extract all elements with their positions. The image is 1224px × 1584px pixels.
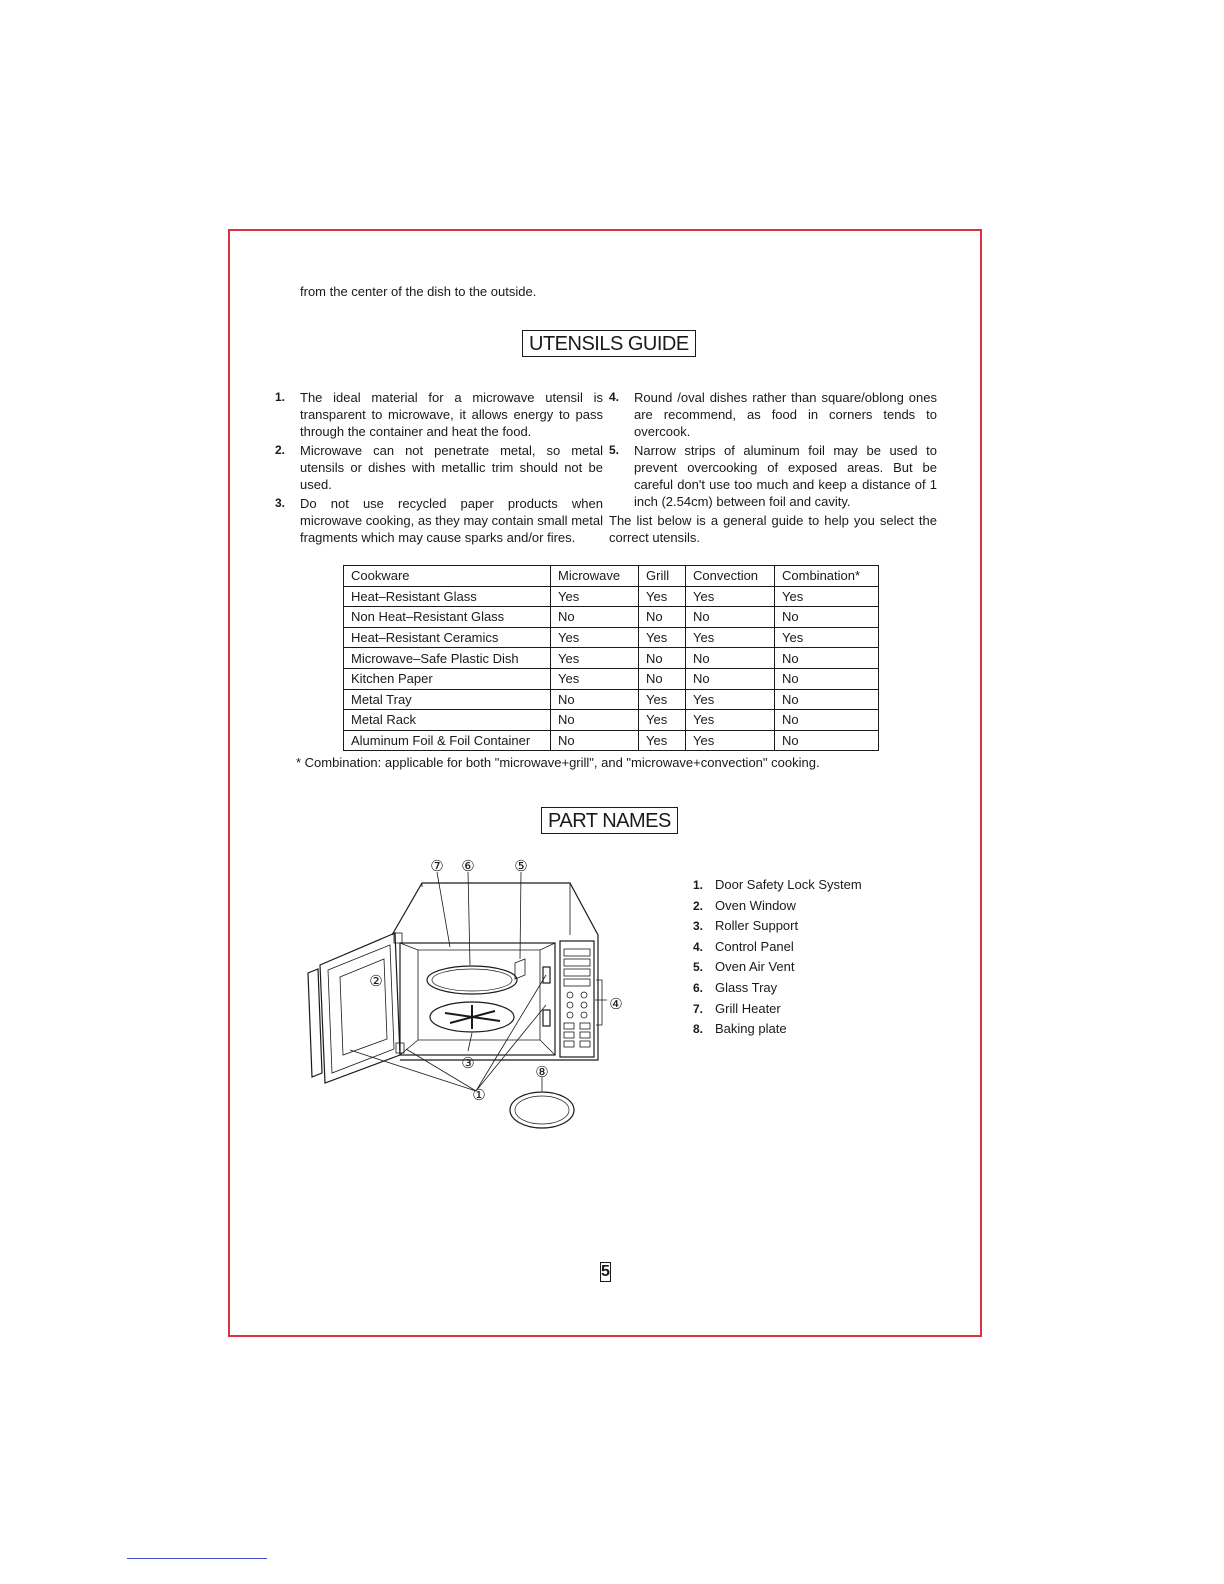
part-number: 6. bbox=[693, 980, 704, 995]
callout-5: ⑤ bbox=[514, 857, 528, 875]
baking-plate-drawing bbox=[510, 1092, 574, 1128]
item-number: 3. bbox=[275, 496, 286, 510]
table-cell: No bbox=[551, 607, 639, 628]
table-cell: Yes bbox=[551, 627, 639, 648]
part-name: Baking plate bbox=[715, 1021, 787, 1037]
table-cell: Yes bbox=[686, 689, 775, 710]
list-item bbox=[693, 957, 862, 978]
part-number: 7. bbox=[693, 1001, 704, 1016]
part-number: 4. bbox=[693, 939, 704, 954]
table-row bbox=[344, 586, 879, 607]
item-number: 2. bbox=[275, 443, 286, 457]
table-header-cell: Combination* bbox=[775, 566, 879, 587]
table-cell: No bbox=[639, 648, 686, 669]
list-item bbox=[693, 937, 862, 958]
item-text: Microwave can not penetrate metal, so metal utensils or dishes with metallic trim should not be used. bbox=[300, 443, 603, 492]
table-header-cell: Cookware bbox=[344, 566, 551, 587]
oven-door-drawing bbox=[320, 933, 400, 1083]
table-row bbox=[344, 607, 879, 628]
table-cell: Yes bbox=[686, 627, 775, 648]
callout-3: ③ bbox=[461, 1054, 475, 1072]
utensils-table bbox=[343, 565, 879, 751]
part-name: Grill Heater bbox=[715, 1000, 781, 1016]
list-item bbox=[693, 916, 862, 937]
table-cell: Yes bbox=[639, 586, 686, 607]
guide-note: The list below is a general guide to help you select the correct utensils. bbox=[609, 513, 937, 545]
table-cell: Heat–Resistant Glass bbox=[344, 586, 551, 607]
table-cell: No bbox=[551, 710, 639, 731]
table-cell: Heat–Resistant Ceramics bbox=[344, 627, 551, 648]
table-header-cell: Microwave bbox=[551, 566, 639, 587]
oven-body-outline bbox=[392, 883, 598, 1060]
callout-7: ⑦ bbox=[430, 857, 444, 875]
table-cell: Yes bbox=[686, 710, 775, 731]
table-cell: Yes bbox=[639, 730, 686, 751]
table-cell: Aluminum Foil & Foil Container bbox=[344, 730, 551, 751]
utensil-item bbox=[609, 442, 937, 510]
part-name: Roller Support bbox=[715, 918, 799, 934]
table-cell: No bbox=[686, 668, 775, 689]
door-handle-drawing bbox=[308, 969, 322, 1077]
table-cell: No bbox=[775, 710, 879, 731]
table-header-cell: Convection bbox=[686, 566, 775, 587]
part-name: Glass Tray bbox=[715, 979, 778, 995]
table-cell: Metal Tray bbox=[344, 689, 551, 710]
part-names-list bbox=[693, 875, 862, 1040]
utensil-item bbox=[275, 495, 603, 546]
table-cell: No bbox=[551, 730, 639, 751]
intro-line: from the center of the dish to the outside. bbox=[300, 284, 537, 299]
item-text: Round /oval dishes rather than square/oblong ones are recommend, as food in corners tends to overcook. bbox=[634, 390, 937, 439]
footnote-rule bbox=[127, 1558, 267, 1559]
part-name: Oven Window bbox=[715, 897, 796, 913]
page-number: 5 bbox=[601, 1263, 610, 1280]
callout-8: ⑧ bbox=[535, 1063, 549, 1081]
table-cell: Yes bbox=[551, 586, 639, 607]
combination-footnote: * Combination: applicable for both "microwave+grill", and "microwave+convection" cooking. bbox=[296, 755, 820, 770]
list-item bbox=[693, 875, 862, 896]
table-cell: Yes bbox=[775, 627, 879, 648]
utensils-items-right bbox=[609, 389, 937, 546]
table-header-cell: Grill bbox=[639, 566, 686, 587]
utensils-guide-heading: UTENSILS GUIDE bbox=[522, 330, 696, 357]
table-cell: No bbox=[775, 607, 879, 628]
utensils-items-left bbox=[275, 389, 603, 548]
list-item bbox=[693, 999, 862, 1020]
table-cell: No bbox=[639, 668, 686, 689]
table-cell: Yes bbox=[551, 648, 639, 669]
table-row bbox=[344, 648, 879, 669]
table-row bbox=[344, 689, 879, 710]
table-cell: No bbox=[775, 689, 879, 710]
item-number: 1. bbox=[275, 390, 286, 404]
part-name: Control Panel bbox=[715, 938, 794, 954]
table-cell: No bbox=[551, 689, 639, 710]
utensil-item bbox=[275, 442, 603, 493]
item-text: Narrow strips of aluminum foil may be used to prevent overcooking of exposed areas. But be careful don't use too much and keep a distance of 1 inch (2.54cm) between foil and cavity. bbox=[634, 443, 937, 509]
control-panel-drawing bbox=[560, 941, 594, 1057]
glass-tray-drawing bbox=[427, 966, 517, 994]
item-text: The ideal material for a microwave utensil is transparent to microwave, it allows energy to pass through the container and heat the food. bbox=[300, 390, 603, 439]
table-cell: Metal Rack bbox=[344, 710, 551, 731]
table-header-row bbox=[344, 566, 879, 587]
table-cell: Yes bbox=[775, 586, 879, 607]
table-cell: Yes bbox=[686, 730, 775, 751]
air-vent-drawing bbox=[515, 959, 525, 979]
part-name: Door Safety Lock System bbox=[715, 877, 862, 892]
utensil-item bbox=[609, 389, 937, 440]
list-item bbox=[693, 896, 862, 917]
table-cell: Yes bbox=[686, 586, 775, 607]
table-cell: No bbox=[686, 607, 775, 628]
table-cell: Yes bbox=[639, 627, 686, 648]
utensil-item bbox=[275, 389, 603, 440]
part-name: Oven Air Vent bbox=[715, 959, 795, 975]
part-number: 8. bbox=[693, 1022, 704, 1037]
part-number: 5. bbox=[693, 960, 704, 975]
list-item bbox=[693, 978, 862, 999]
table-cell: No bbox=[639, 607, 686, 628]
callout-2: ② bbox=[369, 972, 383, 990]
list-item bbox=[693, 1019, 862, 1040]
table-row bbox=[344, 730, 879, 751]
part-names-heading: PART NAMES bbox=[541, 807, 678, 834]
item-number: 5. bbox=[609, 443, 620, 457]
table-cell: No bbox=[775, 648, 879, 669]
table-cell: Non Heat–Resistant Glass bbox=[344, 607, 551, 628]
table-row bbox=[344, 668, 879, 689]
table-cell: No bbox=[775, 668, 879, 689]
table-cell: No bbox=[686, 648, 775, 669]
table-cell: Yes bbox=[639, 689, 686, 710]
callout-1: ① bbox=[472, 1086, 486, 1104]
part-number: 1. bbox=[693, 878, 704, 892]
table-cell: Microwave–Safe Plastic Dish bbox=[344, 648, 551, 669]
table-row bbox=[344, 627, 879, 648]
table-cell: Yes bbox=[551, 668, 639, 689]
item-text: Do not use recycled paper products when microwave cooking, as they may contain small metal fragments which may cause sparks and/or fires. bbox=[300, 496, 603, 545]
table-cell: No bbox=[775, 730, 879, 751]
item-number: 4. bbox=[609, 390, 620, 404]
table-cell: Yes bbox=[639, 710, 686, 731]
part-number: 3. bbox=[693, 919, 704, 934]
callout-4: ④ bbox=[609, 995, 623, 1013]
callout-6: ⑥ bbox=[461, 857, 475, 875]
table-row bbox=[344, 710, 879, 731]
microwave-diagram bbox=[300, 855, 623, 1145]
table-cell: Kitchen Paper bbox=[344, 668, 551, 689]
part-number: 2. bbox=[693, 898, 704, 913]
